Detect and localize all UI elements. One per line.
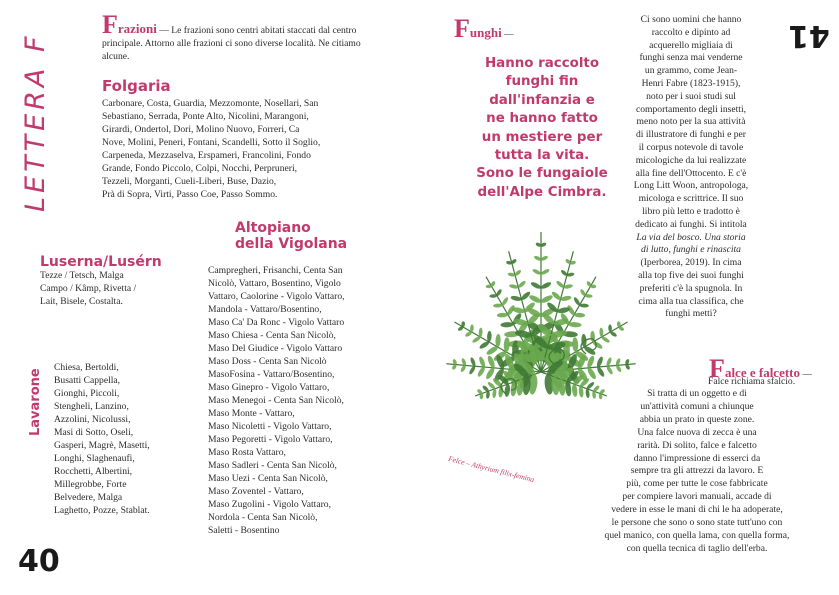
folgaria-line: Carpeneda, Mezzaselva, Erspameri, Francolini, Fondo <box>102 150 311 161</box>
funghi-dash: — <box>501 29 514 40</box>
vigolana-line: Saletti - Bosentino <box>208 525 280 536</box>
lavarone-line: Millegrobbe, Forte <box>54 479 127 490</box>
fern-leaflet <box>503 337 510 352</box>
pull-quote-line: un mestiere per <box>481 129 603 145</box>
lavarone-line: Chiesa, Bertoldi, <box>54 362 119 373</box>
fern-leaflet <box>528 294 542 305</box>
fern-leaflet <box>476 366 486 378</box>
falce-line: vedere in esse le mani di chi le ha adoperate, <box>611 504 783 516</box>
funghi-body-line: (Iperborea, 2019). In cima <box>640 257 742 269</box>
vigolana-line: MasoFosina - Vattaro/Bosentino, <box>208 369 335 380</box>
funghi-body-line: di illustratore di funghi e per <box>635 129 747 141</box>
fern-leaflet <box>555 280 565 289</box>
folgaria-line: Nove, Molini, Peneri, Fontani, Scandelli, Sotto il Soglio, <box>102 137 321 148</box>
funghi-body-line: cima alla tua classifica, che <box>638 295 744 307</box>
lavarone-line: Gionghi, Piccoli, <box>54 388 120 399</box>
funghi-body-line: il corpus notevole di tavole <box>638 141 744 153</box>
funghi-body-line: alla top five dei suoi funghi <box>638 269 744 281</box>
vigolana-line: Campregheri, Frisanchi, Centa San <box>208 265 343 276</box>
fern-leaflet <box>530 281 542 290</box>
frazioni-dropcap: F <box>102 10 118 39</box>
funghi-body-line: Ci sono uomini che hanno <box>640 14 742 25</box>
vigolana-line: Nicolò, Vattaro, Bosentino, Vigolo <box>208 278 341 289</box>
falce-line: con quella tecnica di taglio dell'erba. <box>626 542 768 554</box>
lavarone-line: Belvedere, Malga <box>54 492 123 503</box>
lavarone-line: Masi di Sotto, Oseli, <box>54 427 134 438</box>
falce-line: per compiere lavori manuali, accade di <box>622 491 772 503</box>
funghi-heading <box>454 14 514 43</box>
vigolana-line: Maso Del Giudice - Vigolo Vattaro <box>208 343 343 354</box>
pull-quote-line: Sono le fungaiole <box>476 166 608 182</box>
funghi-body-line: meno noto per la sua attività <box>636 116 746 128</box>
pull-quote-line: tutta la vita. <box>494 148 590 164</box>
funghi-body-line: comportamento degli insetti, <box>635 103 747 115</box>
fern-leaflet <box>573 296 581 306</box>
vigolana-line: Maso Zoventel - Vattaro, <box>208 486 304 497</box>
funghi-dropcap: F <box>454 14 470 43</box>
falce-body <box>570 388 824 556</box>
funghi-body-line: noto per i suoi studi sul <box>646 90 736 102</box>
lavarone-line: Stengheli, Lanzino, <box>54 401 129 412</box>
pull-quote-line: ne hanno fatto <box>486 111 598 127</box>
vigolana-title-line1: Altopiano <box>235 220 311 236</box>
fern-leaflet <box>540 268 550 276</box>
falce-dropcap: F <box>709 354 725 383</box>
fern-leaflet <box>471 335 481 343</box>
folgaria-line: Tezzeli, Morganti, Cueli-Liberi, Buse, Dazio, <box>102 176 277 187</box>
right-page <box>420 0 839 595</box>
falce-heading-text: alce e falcetto <box>724 365 800 380</box>
folgaria-line: Carbonare, Costa, Guardia, Mezzomonte, Nosellari, San <box>102 98 319 109</box>
fern-leaflet <box>485 345 499 356</box>
falce-line: danno l'impressione di esserci da <box>633 452 761 464</box>
vigolana-line: Maso Monte - Vattaro, <box>208 408 295 419</box>
page-number-right: 41 <box>788 18 830 53</box>
falce-line: sempre tra gli attrezzi da lavoro. E <box>630 465 764 477</box>
folgaria-title: Folgaria <box>102 77 171 95</box>
folgaria-list <box>102 97 382 201</box>
fern-leaflet <box>540 281 552 290</box>
falce-line: Una falce nuova di zecca è una <box>637 426 757 438</box>
lavarone-line: Longhi, Slaghenaufi, <box>54 453 135 464</box>
lavarone-list <box>54 361 204 517</box>
lavarone-line: Busatti Cappella, <box>54 375 121 386</box>
vigolana-line: Maso Nicoletti - Vigolo Vattaro, <box>208 421 332 432</box>
fern-leaflet <box>487 331 492 342</box>
funghi-body-line: preferiti c'è la spugnola. In <box>639 282 743 294</box>
vigolana-line: Nordola - Centa San Nicolò, <box>208 512 318 523</box>
vigolana-line: Maso Sadleri - Centa San Nicolò, <box>208 460 337 471</box>
fern-leaflet <box>478 340 490 350</box>
pull-quote-line: dell'Alpe Cimbra. <box>477 184 607 200</box>
falce-line: le persone che sono o sono state tutt'uno con <box>611 517 783 529</box>
funghi-heading-text: unghi <box>469 25 502 40</box>
funghi-body-line: Long Litt Woon, antropologa, <box>633 180 749 192</box>
vigolana-line: Maso Ca' Da Ronc - Vigolo Vattaro <box>208 317 345 328</box>
luserna-line: Tezze / Tetsch, Malga <box>40 270 124 281</box>
funghi-body-line: funghi senza mai venderne <box>639 52 743 64</box>
funghi-body-line: Henri Fabre (1823-1915), <box>641 77 741 89</box>
fern-leaflet <box>468 365 476 375</box>
luserna-line: Campo / Kâmp, Rivetta / <box>40 283 137 294</box>
vigolana-list <box>208 264 408 537</box>
vigolana-line: Maso Rosta Vattaro, <box>208 447 286 458</box>
folgaria-line: Grande, Fondo Piccolo, Colpi, Nocchi, Perpruneri, <box>102 163 298 174</box>
vigolana-line: Mandola - Vattaro/Bosentino, <box>208 304 322 315</box>
pull-quote-line: funghi fin <box>505 74 579 90</box>
fern-leaflet <box>572 337 579 352</box>
falce-line: Si tratta di un oggetto e di <box>647 388 747 399</box>
lavarone-line: Azzolini, Nicolussi, <box>54 414 131 425</box>
fern-leaflet <box>532 268 542 276</box>
lavarone-line: Rocchetti, Albertini, <box>54 466 133 477</box>
funghi-body-line: funghi metti? <box>665 308 717 320</box>
luserna-line: Lait, Bisele, Costalta. <box>40 296 123 307</box>
vigolana-line: Maso Zugolini - Vigolo Vattaro, <box>208 499 331 510</box>
falce-line: un'attività comuni a chiunque <box>640 400 754 412</box>
vigolana-line: Maso Doss - Centa San Nicolò <box>208 356 327 367</box>
folgaria-line: Prà di Sopra, Virti, Passo Coe, Passo Sommo. <box>102 189 278 200</box>
page-number-left: 40 <box>18 544 60 579</box>
lavarone-line: Gasperi, Magrè, Masetti, <box>54 440 150 451</box>
vigolana-line: Maso Uezi - Centa San Nicolò, <box>208 473 328 484</box>
funghi-body-line: acquerello migliaia di <box>649 39 733 51</box>
funghi-body-line: alla fine dell'Ottocento. E c'è <box>635 167 747 179</box>
fern-leaflet <box>540 294 554 305</box>
fern-leaflet <box>495 334 501 347</box>
fern-leaflet <box>500 322 513 328</box>
funghi-body-line: libro più letto e tradotto è <box>642 205 740 217</box>
folgaria-line: Girardi, Ondertol, Dori, Molino Nuovo, Forreri, Ca <box>102 124 300 135</box>
left-page <box>0 0 419 595</box>
luserna-title: Luserna/Lusérn <box>40 254 162 270</box>
funghi-body-line: micologiche da lui realizzate <box>635 154 747 166</box>
frazioni-text: Le frazioni sono centri abitati staccati dal centro principale. Attorno alle frazioni ci sono diverse località. Ne citiamo alcune. <box>102 25 361 62</box>
funghi-body-line: La via del bosco. Una storia <box>636 231 746 243</box>
funghi-body-line: micologa e scrittrice. Il suo <box>638 193 744 205</box>
section-letter-label: LETTERA F <box>20 32 51 212</box>
falce-line: rarità. Di solito, falce e falcetto <box>637 439 757 451</box>
vigolana-line: Maso Chiesa - Centa San Nicolò, <box>208 330 336 341</box>
funghi-body-line: di lutto, funghi e rinascita <box>641 244 741 256</box>
falce-line: quel manico, con quella lama, con quella forma, <box>604 529 790 541</box>
falce-first-line: Falce richiama sfalcio. <box>708 376 796 387</box>
lavarone-line: Laghetto, Pozze, Stablat. <box>54 505 150 516</box>
vigolana-line: Maso Pegoretti - Vigolo Vattaro, <box>208 434 333 445</box>
funghi-body-line: un grammo, come Jean- <box>644 65 738 77</box>
fern-leaflet <box>497 313 508 318</box>
vigolana-line: Vattaro, Caolorine - Vigolo Vattaro, <box>208 291 345 302</box>
funghi-body-line: dedicato ai funghi. Si intitola <box>635 218 747 230</box>
lavarone-title: Lavarone <box>28 368 43 436</box>
frazioni-heading: razioni <box>117 21 157 36</box>
vigolana-line: Maso Ginepro - Vigolo Vattaro, <box>208 382 330 393</box>
fern-leaflet <box>574 313 585 318</box>
falce-dash: — <box>800 369 812 380</box>
fern-leaflet <box>517 280 527 289</box>
frazioni-dash: — <box>156 25 172 36</box>
fern-leaflet <box>568 322 581 328</box>
pull-quote-line: dall'infanzia e <box>489 92 595 108</box>
pull-quote-line: Hanno raccolto <box>484 56 600 71</box>
funghi-body-line: raccolto e dipinto ad <box>651 26 731 38</box>
falce-line: abbia un prato in queste zone. <box>639 413 755 425</box>
fern-caption: Felce – Athyrium filix-femina <box>447 453 536 485</box>
vigolana-line: Maso Menegoi - Centa San Nicolò, <box>208 395 344 406</box>
falce-line: più, come per tutte le cose fabbricate <box>626 478 768 490</box>
fern-leaflet <box>485 366 496 380</box>
vigolana-title <box>235 220 347 252</box>
luserna-list <box>40 269 190 308</box>
frazioni-intro <box>102 10 372 63</box>
folgaria-line: Sebastiano, Serrada, Ponte Alto, Nicolini, Marangoni, <box>102 111 309 122</box>
vigolana-title-line2: della Vigolana <box>235 236 348 252</box>
fern-leaflet <box>486 355 496 369</box>
